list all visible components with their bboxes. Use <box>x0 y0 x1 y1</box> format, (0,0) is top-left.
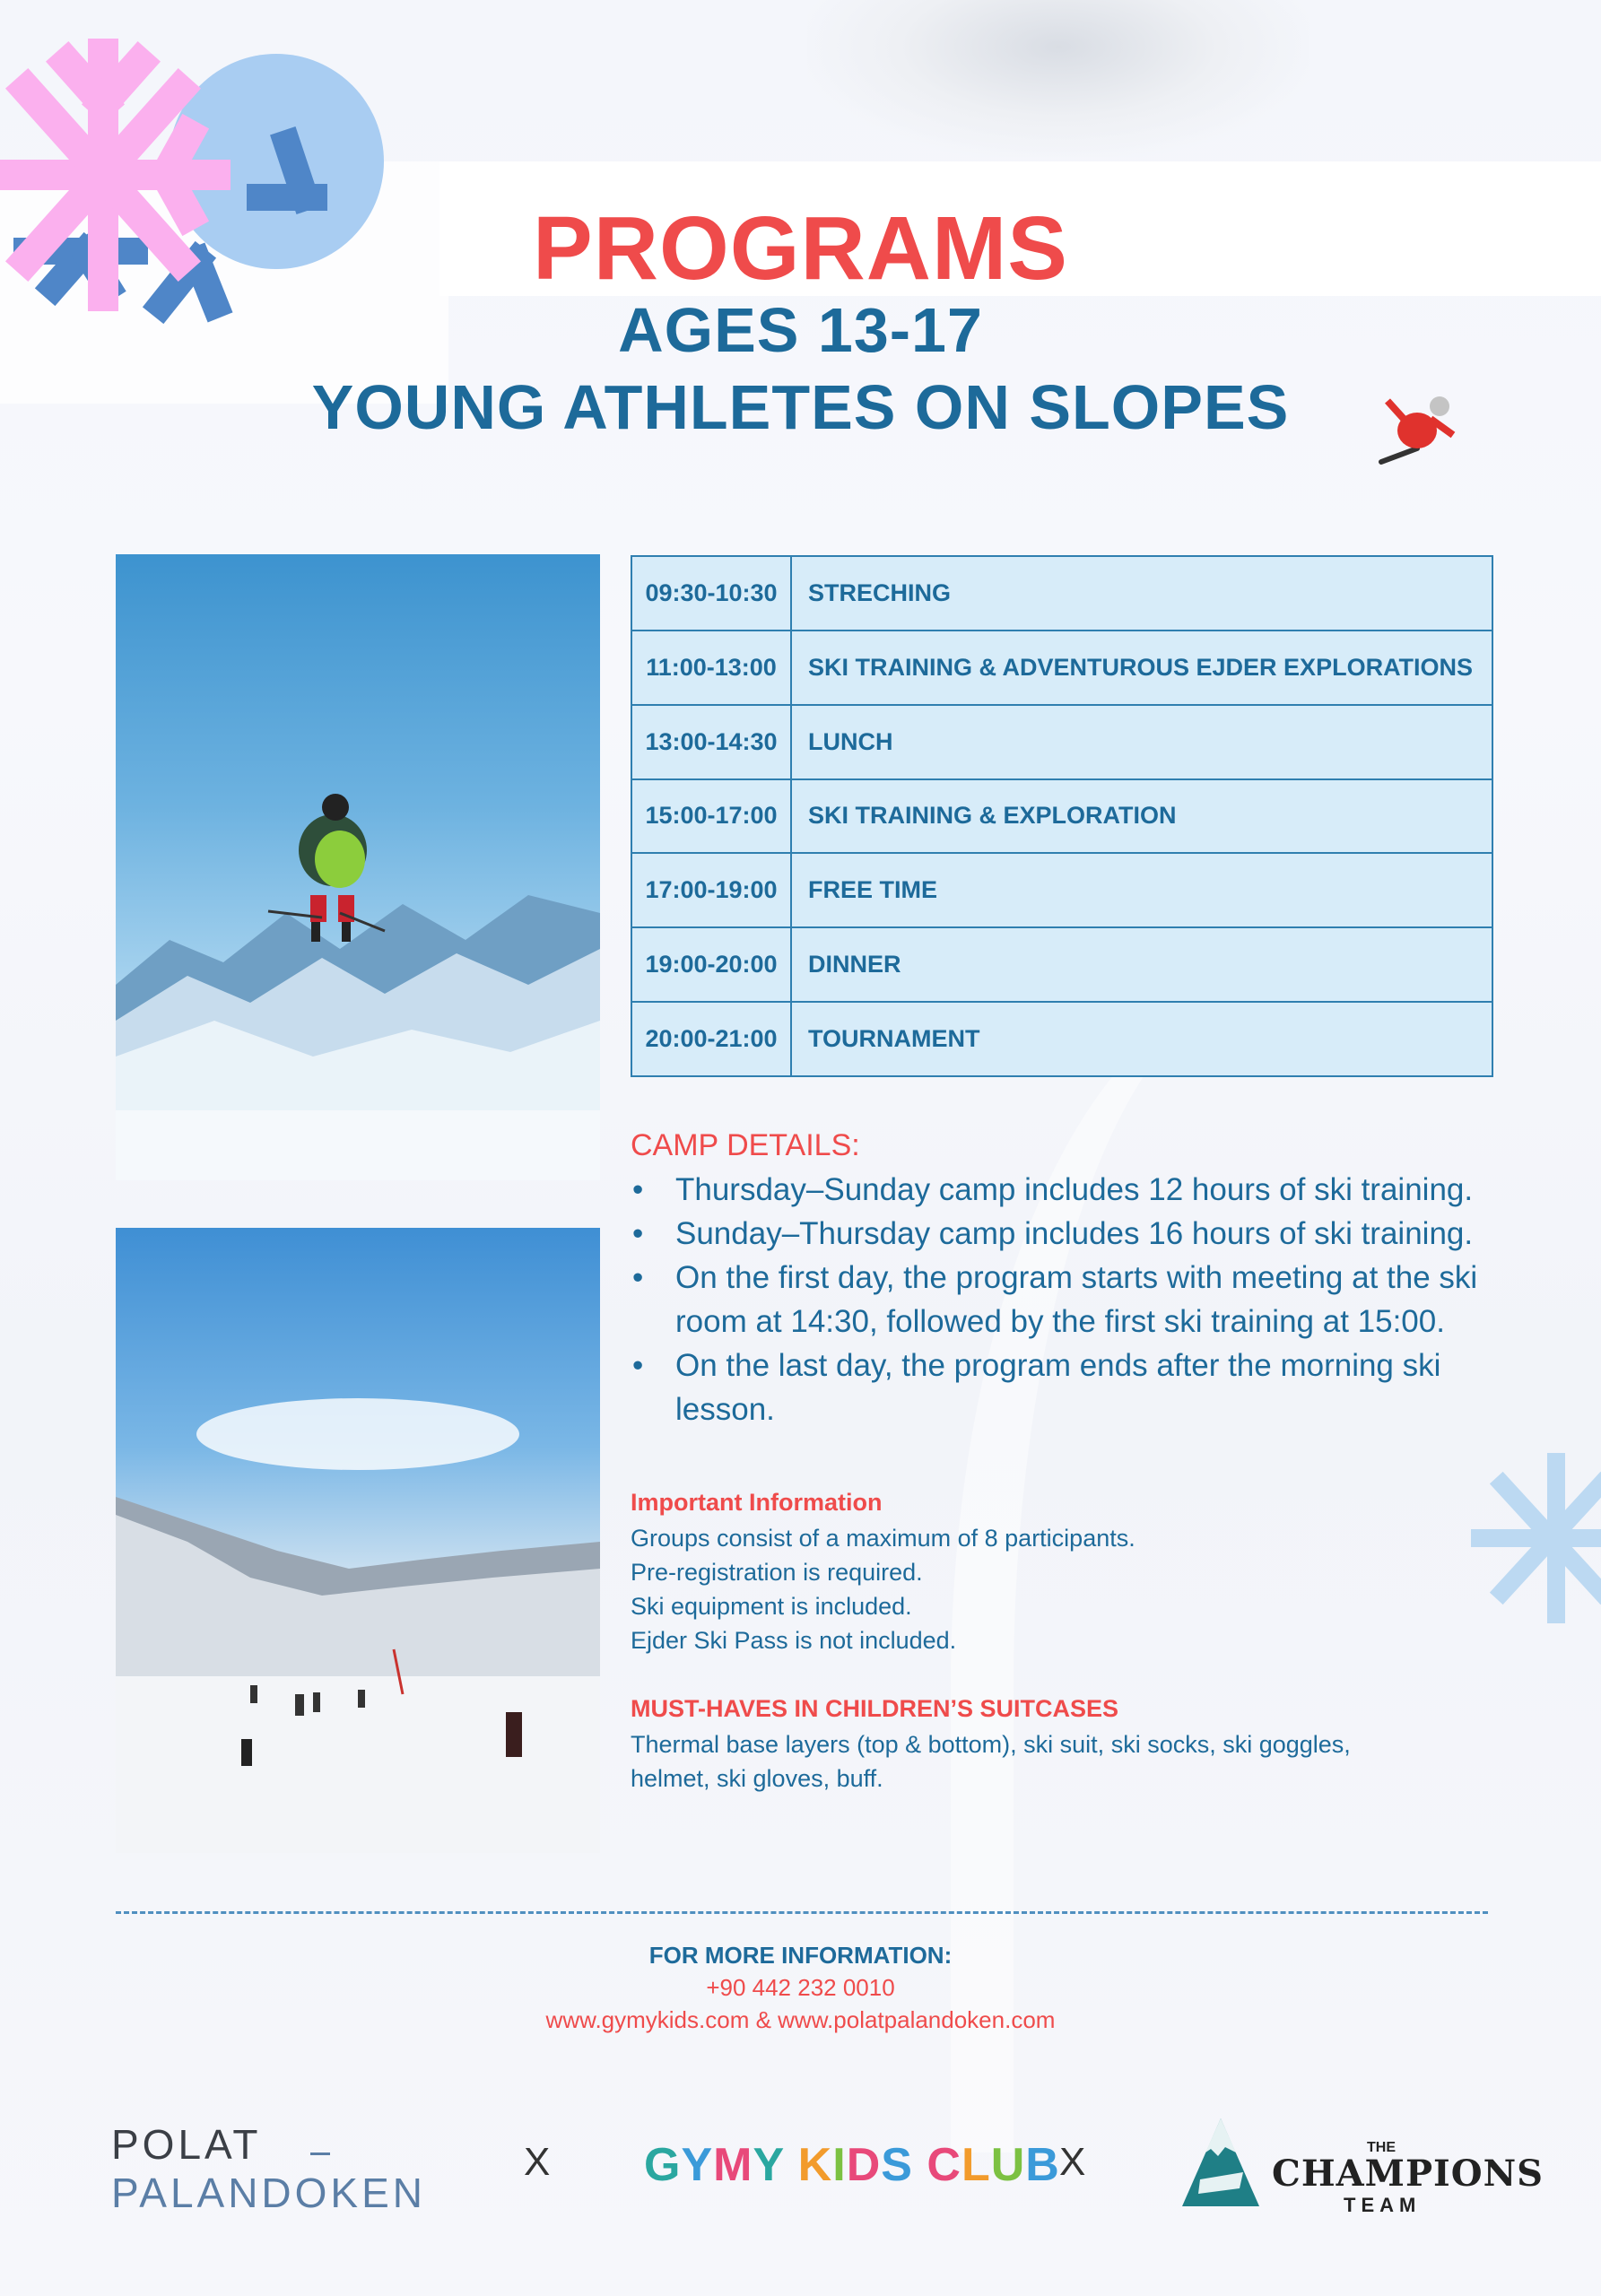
info-line: helmet, ski gloves, buff. <box>631 1765 883 1792</box>
schedule-activity: TOURNAMENT <box>791 1002 1492 1076</box>
logo-letter: I <box>832 2139 847 2191</box>
camp-details-list <box>631 1168 1527 1431</box>
gymy-kids-club-logo <box>644 2138 1060 2192</box>
logo-the: THE <box>1367 2140 1396 2155</box>
schedule-activity: DINNER <box>791 927 1492 1002</box>
logo-separator: X <box>1059 2140 1086 2184</box>
logo-team: TEAM <box>1344 2194 1422 2216</box>
age-range-heading: AGES 13-17 <box>618 295 983 365</box>
mountain-icon <box>1180 2117 1261 2211</box>
polat-palandoken-logo <box>111 2120 443 2219</box>
list-item: • On the first day, the program starts with meeting at the ski room at 14:30, followed by the first ski training at 15:00. <box>631 1256 1527 1344</box>
table-row <box>631 779 1492 854</box>
schedule-time: 20:00-21:00 <box>631 1002 791 1076</box>
logo-line-1: POLAT <box>111 2121 262 2168</box>
logo-letter: L <box>961 2139 991 2191</box>
logo-line-2: PALANDOKEN <box>111 2170 427 2216</box>
logo-letter: Y <box>753 2139 785 2191</box>
important-info-list <box>631 1521 1527 1657</box>
camp-details-title: CAMP DETAILS: <box>631 1128 860 1162</box>
website-links[interactable]: www.gymykids.com & www.polatpalandoken.com <box>545 2006 1056 2033</box>
more-info-label: FOR MORE INFORMATION: <box>648 1942 953 1969</box>
logo-letter <box>913 2139 927 2191</box>
table-row <box>631 631 1492 705</box>
list-item: • Thursday–Sunday camp includes 12 hours of ski training. <box>631 1168 1527 1212</box>
info-line: Thermal base layers (top & bottom), ski suit, ski socks, ski goggles, <box>631 1731 1351 1758</box>
page-title: PROGRAMS <box>533 198 1068 299</box>
logo-letter: G <box>644 2139 682 2191</box>
table-row <box>631 927 1492 1002</box>
ski-slope-photo <box>116 1228 600 1853</box>
logo-bar <box>310 2152 330 2155</box>
info-line: Ski equipment is included. <box>631 1593 912 1620</box>
logo-letter: C <box>927 2139 961 2191</box>
dashed-divider <box>116 1911 1488 1914</box>
champions-team-logo <box>1180 2117 1544 2216</box>
table-row <box>631 853 1492 927</box>
list-item: • Sunday–Thursday camp includes 16 hours of ski training. <box>631 1212 1527 1256</box>
info-line: Pre-registration is required. <box>631 1559 923 1586</box>
logo-separator: X <box>524 2140 551 2184</box>
important-info-title: Important Information <box>631 1489 883 1516</box>
table-row <box>631 556 1492 631</box>
logo-letter: D <box>846 2139 882 2191</box>
schedule-time: 17:00-19:00 <box>631 853 791 927</box>
schedule-table <box>631 555 1493 1077</box>
must-haves-title: MUST-HAVES IN CHILDREN’S SUITCASES <box>631 1695 1119 1722</box>
info-line: Groups consist of a maximum of 8 participants. <box>631 1525 1135 1552</box>
logo-letter: U <box>990 2139 1026 2191</box>
logo-letter <box>784 2139 797 2191</box>
logo-letter: S <box>881 2139 913 2191</box>
phone-number[interactable]: +90 442 232 0010 <box>706 1974 895 2001</box>
schedule-time: 09:30-10:30 <box>631 556 791 631</box>
schedule-activity: FREE TIME <box>791 853 1492 927</box>
table-row <box>631 1002 1492 1076</box>
list-item: • On the last day, the program ends after the morning ski lesson. <box>631 1344 1527 1431</box>
schedule-activity: SKI TRAINING & EXPLORATION <box>791 779 1492 854</box>
must-haves-list <box>631 1727 1527 1796</box>
schedule-time: 19:00-20:00 <box>631 927 791 1002</box>
schedule-time: 15:00-17:00 <box>631 779 791 854</box>
schedule-time: 13:00-14:30 <box>631 705 791 779</box>
logo-letter: B <box>1025 2139 1060 2191</box>
logo-letter: K <box>797 2139 833 2191</box>
snowy-tree-background <box>807 0 1310 157</box>
schedule-activity: LUNCH <box>791 705 1492 779</box>
program-tagline: YOUNG ATHLETES ON SLOPES <box>311 372 1290 442</box>
schedule-activity: SKI TRAINING & ADVENTUROUS EJDER EXPLORATIONS <box>791 631 1492 705</box>
logo-champions-text: CHAMPIONS <box>1272 2152 1544 2195</box>
skier-jump-photo <box>116 554 600 1180</box>
logo-letter: Y <box>681 2139 714 2191</box>
logo-letter: M <box>713 2139 753 2191</box>
schedule-activity: STRECHING <box>791 556 1492 631</box>
table-row <box>631 705 1492 779</box>
schedule-time: 11:00-13:00 <box>631 631 791 705</box>
info-line: Ejder Ski Pass is not included. <box>631 1627 957 1654</box>
